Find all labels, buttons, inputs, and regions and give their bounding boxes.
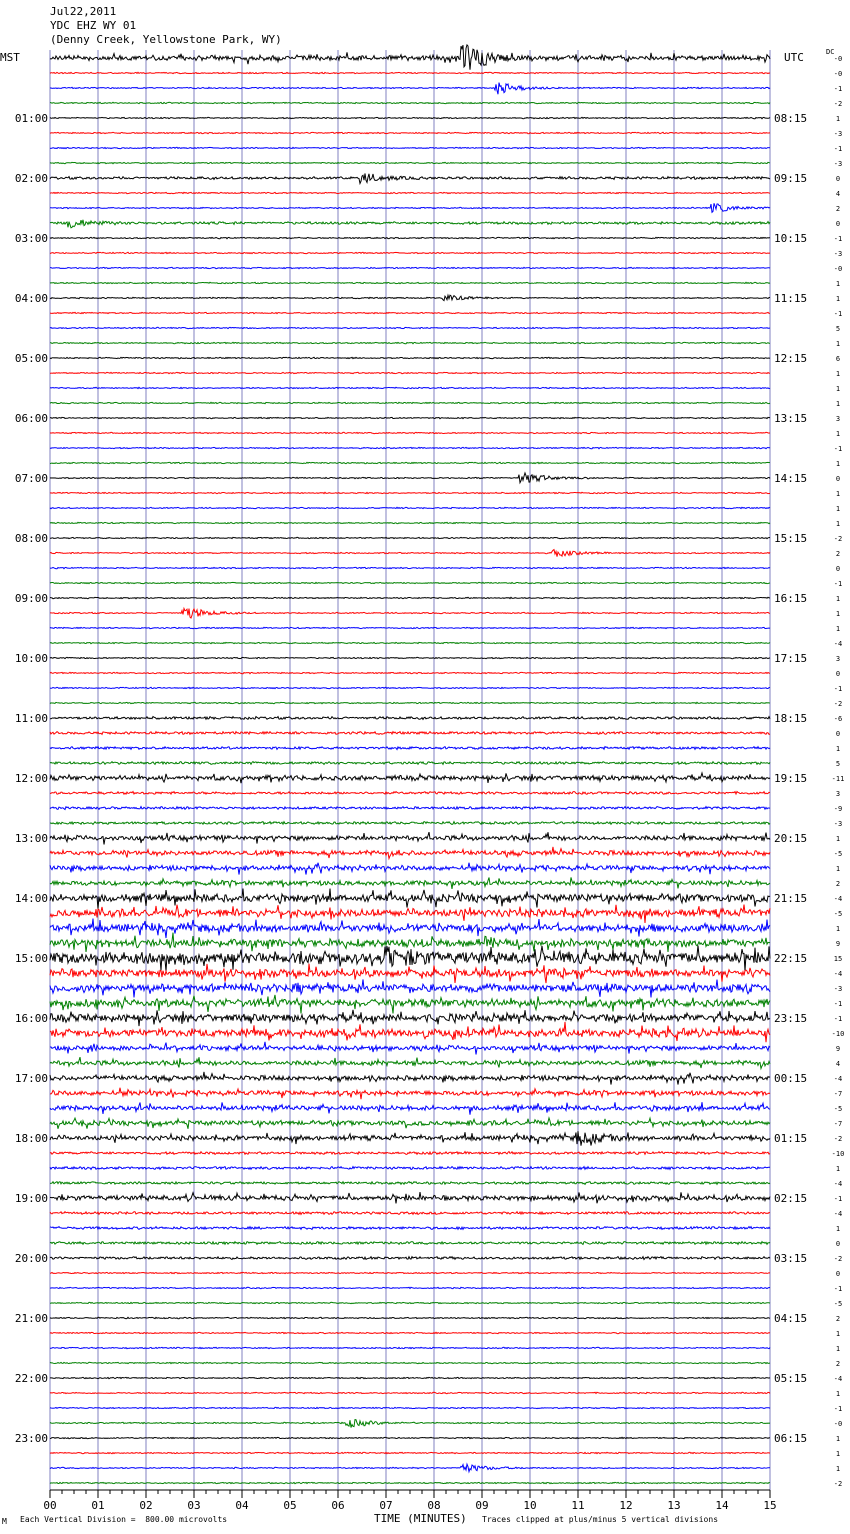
- trace-line: [50, 1102, 770, 1115]
- mst-hour-label: 16:00: [14, 1012, 48, 1025]
- dc-offset-label: 0: [835, 475, 841, 483]
- dc-offset-label: 2: [835, 1315, 841, 1323]
- trace-line: [50, 773, 770, 783]
- dc-offset-label: 1: [835, 460, 841, 468]
- trace-line: [50, 822, 770, 825]
- dc-offset-label: 3: [835, 655, 841, 663]
- dc-offset-label: 1: [835, 1435, 841, 1443]
- trace-line: [50, 717, 770, 720]
- chart-location: (Denny Creek, Yellowstone Park, WY): [50, 33, 282, 46]
- trace-line: [50, 447, 770, 448]
- x-tick-label: 03: [187, 1499, 201, 1512]
- dc-offset-label: -0: [833, 265, 843, 273]
- utc-hour-label: 09:15: [774, 172, 808, 185]
- utc-hour-label: 20:15: [774, 832, 808, 845]
- dc-offset-label: 1: [835, 400, 841, 408]
- dc-offset-label: -2: [833, 700, 843, 708]
- mst-hour-label: 02:00: [14, 172, 48, 185]
- dc-offset-label: -4: [833, 970, 843, 978]
- mst-hour-label: 18:00: [14, 1132, 48, 1145]
- dc-offset-label: -4: [833, 1075, 843, 1083]
- trace-line: [50, 147, 770, 148]
- dc-offset-label: 1: [835, 385, 841, 393]
- dc-offset-label: -4: [833, 1210, 843, 1218]
- dc-offset-label: 3: [835, 415, 841, 423]
- dc-offset-label: 1: [835, 1330, 841, 1338]
- mst-hour-label: 14:00: [14, 892, 48, 905]
- dc-offset-label: -1: [833, 1000, 843, 1008]
- x-tick-label: 01: [91, 1499, 105, 1512]
- dc-offset-label: -7: [833, 1120, 843, 1128]
- dc-offset-label: 2: [835, 880, 841, 888]
- trace-line: [50, 327, 770, 328]
- dc-offset-label: -4: [833, 1375, 843, 1383]
- trace-line: [50, 432, 770, 433]
- dc-offset-label: 5: [835, 760, 841, 768]
- dc-offset-label: 1: [835, 595, 841, 603]
- mst-hour-label: 23:00: [14, 1432, 48, 1445]
- dc-offset-label: 1: [835, 370, 841, 378]
- x-tick-label: 15: [763, 1499, 777, 1512]
- trace-line: [50, 1257, 770, 1260]
- dc-offset-label: -5: [833, 910, 843, 918]
- dc-offset-label: -1: [833, 235, 843, 243]
- dc-offset-label: 1: [835, 1345, 841, 1353]
- trace-line: [50, 220, 770, 228]
- dc-offset-label: 1: [835, 1165, 841, 1173]
- dc-offset-label: 0: [835, 1240, 841, 1248]
- trace-line: [50, 933, 770, 952]
- dc-offset-label: -1: [833, 1195, 843, 1203]
- trace-line: [50, 462, 770, 463]
- dc-offset-label: -6: [833, 715, 843, 723]
- trace-line: [50, 919, 770, 938]
- mst-hour-label: 12:00: [14, 772, 48, 785]
- dc-offset-label: 0: [835, 730, 841, 738]
- trace-line: [50, 1227, 770, 1230]
- trace-line: [50, 1152, 770, 1155]
- trace-line: [50, 102, 770, 103]
- trace-line: [50, 567, 770, 568]
- dc-offset-label: 1: [835, 280, 841, 288]
- trace-line: [50, 1317, 770, 1318]
- trace-line: [50, 72, 770, 73]
- trace-line: [50, 657, 770, 658]
- utc-hour-label: 02:15: [774, 1192, 808, 1205]
- trace-line: [50, 582, 770, 583]
- trace-line: [50, 863, 770, 875]
- trace-line: [50, 747, 770, 750]
- dc-offset-label: -3: [833, 130, 843, 138]
- mst-hour-label: 08:00: [14, 532, 48, 545]
- mst-axis-label: MST: [0, 51, 20, 64]
- dc-offset-label: -0: [833, 1420, 843, 1428]
- mst-hour-label: 06:00: [14, 412, 48, 425]
- x-tick-label: 13: [667, 1499, 681, 1512]
- trace-line: [50, 672, 770, 673]
- x-tick-label: 02: [139, 1499, 153, 1512]
- trace-line: [50, 83, 770, 95]
- x-tick-label: 08: [427, 1499, 441, 1512]
- dc-offset-label: -1: [833, 685, 843, 693]
- dc-offset-label: 1: [835, 295, 841, 303]
- mst-hour-label: 19:00: [14, 1192, 48, 1205]
- trace-line: [50, 162, 770, 163]
- trace-line: [50, 702, 770, 703]
- dc-offset-label: -3: [833, 250, 843, 258]
- dc-offset-label: -1: [833, 1285, 843, 1293]
- dc-offset-label: 1: [835, 625, 841, 633]
- trace-line: [50, 492, 770, 493]
- trace-line: [50, 877, 770, 889]
- utc-hour-label: 14:15: [774, 472, 808, 485]
- mst-hour-label: 03:00: [14, 232, 48, 245]
- trace-line: [50, 203, 770, 212]
- dc-offset-label: -2: [833, 1480, 843, 1488]
- dc-offset-label: -3: [833, 985, 843, 993]
- dc-offset-label: 4: [835, 190, 841, 198]
- trace-line: [50, 687, 770, 688]
- trace-line: [50, 807, 770, 810]
- trace-line: [50, 609, 770, 619]
- utc-hour-label: 05:15: [774, 1372, 808, 1385]
- trace-line: [50, 312, 770, 313]
- trace-line: [50, 597, 770, 598]
- utc-hour-label: 15:15: [774, 532, 808, 545]
- trace-line: [50, 282, 770, 283]
- logo-mark: M: [2, 1517, 7, 1526]
- x-tick-label: 04: [235, 1499, 249, 1512]
- dc-offset-label: -10: [831, 1150, 845, 1158]
- dc-offset-label: 1: [835, 505, 841, 513]
- dc-offset-label: 9: [835, 940, 841, 948]
- dc-offset-label: 4: [835, 1060, 841, 1068]
- trace-line: [50, 1482, 770, 1483]
- trace-line: [50, 889, 770, 909]
- mst-hour-label: 20:00: [14, 1252, 48, 1265]
- trace-line: [50, 1362, 770, 1363]
- trace-line: [50, 1407, 770, 1408]
- utc-hour-label: 11:15: [774, 292, 808, 305]
- dc-offset-label: 1: [835, 610, 841, 618]
- dc-offset-label: -2: [833, 1135, 843, 1143]
- dc-offset-label: 0: [835, 670, 841, 678]
- dc-offset-label: -4: [833, 1180, 843, 1188]
- trace-line: [50, 192, 770, 193]
- dc-offset-label: -1: [833, 445, 843, 453]
- trace-line: [50, 1347, 770, 1348]
- utc-hour-label: 16:15: [774, 592, 808, 605]
- mst-hour-label: 01:00: [14, 112, 48, 125]
- trace-line: [50, 1182, 770, 1185]
- utc-hour-label: 13:15: [774, 412, 808, 425]
- dc-offset-label: -10: [831, 1030, 845, 1038]
- x-tick-label: 06: [331, 1499, 345, 1512]
- utc-hour-label: 17:15: [774, 652, 808, 665]
- utc-hour-label: 01:15: [774, 1132, 808, 1145]
- dc-offset-label: -1: [833, 1015, 843, 1023]
- utc-hour-label: 21:15: [774, 892, 808, 905]
- mst-hour-label: 22:00: [14, 1372, 48, 1385]
- dc-offset-label: -2: [833, 535, 843, 543]
- dc-offset-label: -4: [833, 640, 843, 648]
- trace-line: [50, 627, 770, 628]
- trace-line: [50, 1212, 770, 1215]
- trace-line: [50, 473, 770, 483]
- x-tick-label: 12: [619, 1499, 633, 1512]
- x-tick-label: 07: [379, 1499, 393, 1512]
- trace-line: [50, 1302, 770, 1303]
- trace-line: [50, 642, 770, 643]
- dc-offset-label: -2: [833, 1255, 843, 1263]
- dc-offset-label: 1: [835, 925, 841, 933]
- trace-line: [50, 946, 770, 972]
- trace-line: [50, 267, 770, 268]
- trace-line: [50, 237, 770, 238]
- clip-note: Traces clipped at plus/minus 5 vertical divisions: [482, 1515, 719, 1524]
- trace-line: [50, 964, 770, 983]
- scale-note: Each Vertical Division = 800.00 microvolts: [20, 1515, 228, 1524]
- trace-line: [50, 342, 770, 343]
- dc-label: DC: [826, 48, 835, 56]
- dc-offset-label: -5: [833, 1105, 843, 1113]
- trace-line: [50, 1377, 770, 1378]
- dc-offset-label: 1: [835, 1225, 841, 1233]
- trace-line: [50, 1131, 770, 1146]
- dc-offset-label: -0: [833, 55, 843, 63]
- trace-line: [50, 979, 770, 997]
- dc-offset-label: 1: [835, 1450, 841, 1458]
- dc-offset-label: 2: [835, 1360, 841, 1368]
- trace-line: [50, 905, 770, 923]
- trace-line: [50, 792, 770, 795]
- dc-offset-label: 0: [835, 565, 841, 573]
- chart-date: Jul22,2011: [50, 5, 117, 18]
- dc-offset-label: 5: [835, 325, 841, 333]
- mst-hour-label: 17:00: [14, 1072, 48, 1085]
- dc-offset-label: 1: [835, 115, 841, 123]
- x-tick-label: 05: [283, 1499, 297, 1512]
- dc-offset-label: -1: [833, 85, 843, 93]
- dc-offset-label: 1: [835, 1465, 841, 1473]
- trace-line: [50, 1057, 770, 1068]
- utc-hour-label: 10:15: [774, 232, 808, 245]
- trace-line: [50, 522, 770, 523]
- trace-line: [50, 402, 770, 403]
- trace-line: [50, 295, 770, 300]
- dc-offset-label: 1: [835, 340, 841, 348]
- dc-offset-label: 9: [835, 1045, 841, 1053]
- trace-line: [50, 1010, 770, 1026]
- trace-line: [50, 357, 770, 358]
- dc-offset-label: 2: [835, 550, 841, 558]
- utc-hour-label: 19:15: [774, 772, 808, 785]
- mst-hour-label: 11:00: [14, 712, 48, 725]
- dc-offset-label: -5: [833, 850, 843, 858]
- dc-offset-label: -11: [831, 775, 845, 783]
- dc-offset-label: 0: [835, 220, 841, 228]
- trace-line: [50, 1088, 770, 1100]
- dc-offset-label: -9: [833, 805, 843, 813]
- trace-line: [50, 732, 770, 735]
- dc-offset-label: 0: [835, 1270, 841, 1278]
- x-axis-title: TIME (MINUTES): [374, 1512, 467, 1525]
- trace-line: [50, 387, 770, 388]
- trace-line: [50, 372, 770, 373]
- utc-hour-label: 04:15: [774, 1312, 808, 1325]
- dc-offset-label: -1: [833, 145, 843, 153]
- trace-line: [50, 1272, 770, 1273]
- dc-offset-label: 1: [835, 745, 841, 753]
- dc-offset-label: 6: [835, 355, 841, 363]
- utc-hour-label: 08:15: [774, 112, 808, 125]
- trace-line: [50, 117, 770, 118]
- trace-line: [50, 1464, 770, 1472]
- mst-hour-label: 10:00: [14, 652, 48, 665]
- mst-hour-label: 13:00: [14, 832, 48, 845]
- trace-line: [50, 995, 770, 1014]
- dc-offset-label: 1: [835, 430, 841, 438]
- trace-line: [50, 1452, 770, 1453]
- utc-hour-label: 12:15: [774, 352, 808, 365]
- dc-offset-label: -1: [833, 1405, 843, 1413]
- trace-line: [50, 1287, 770, 1288]
- chart-station: YDC EHZ WY 01: [50, 19, 137, 32]
- utc-hour-label: 06:15: [774, 1432, 808, 1445]
- dc-offset-label: 3: [835, 790, 841, 798]
- trace-line: [50, 1118, 770, 1129]
- trace-line: [50, 762, 770, 765]
- x-tick-label: 11: [571, 1499, 585, 1512]
- dc-offset-label: 0: [835, 175, 841, 183]
- utc-hour-label: 22:15: [774, 952, 808, 965]
- trace-line: [50, 1392, 770, 1393]
- dc-offset-label: 1: [835, 490, 841, 498]
- trace-line: [50, 1420, 770, 1428]
- mst-hour-label: 15:00: [14, 952, 48, 965]
- trace-line: [50, 1332, 770, 1333]
- dc-offset-label: 15: [833, 955, 843, 963]
- x-tick-label: 09: [475, 1499, 489, 1512]
- utc-hour-label: 03:15: [774, 1252, 808, 1265]
- mst-hour-label: 04:00: [14, 292, 48, 305]
- x-tick-label: 10: [523, 1499, 537, 1512]
- dc-offset-label: 1: [835, 865, 841, 873]
- trace-line: [50, 1072, 770, 1085]
- dc-offset-label: -2: [833, 100, 843, 108]
- trace-line: [50, 1167, 770, 1170]
- dc-offset-label: -3: [833, 160, 843, 168]
- trace-line: [50, 832, 770, 844]
- dc-offset-label: -1: [833, 580, 843, 588]
- dc-offset-label: 1: [835, 520, 841, 528]
- dc-offset-label: -3: [833, 820, 843, 828]
- mst-hour-label: 07:00: [14, 472, 48, 485]
- trace-line: [50, 132, 770, 133]
- dc-offset-label: -5: [833, 1300, 843, 1308]
- utc-hour-label: 23:15: [774, 1012, 808, 1025]
- x-tick-label: 14: [715, 1499, 729, 1512]
- trace-line: [50, 252, 770, 253]
- trace-line: [50, 45, 770, 70]
- dc-offset-label: 1: [835, 835, 841, 843]
- trace-line: [50, 417, 770, 418]
- trace-line: [50, 1192, 770, 1203]
- trace-line: [50, 1242, 770, 1245]
- utc-hour-label: 18:15: [774, 712, 808, 725]
- trace-line: [50, 537, 770, 538]
- dc-offset-label: -7: [833, 1090, 843, 1098]
- mst-hour-label: 21:00: [14, 1312, 48, 1325]
- trace-line: [50, 1022, 770, 1042]
- mst-hour-label: 09:00: [14, 592, 48, 605]
- trace-line: [50, 507, 770, 508]
- trace-line: [50, 550, 770, 557]
- dc-offset-label: 1: [835, 1390, 841, 1398]
- dc-offset-label: -1: [833, 310, 843, 318]
- utc-axis-label: UTC: [784, 51, 804, 64]
- dc-offset-label: 2: [835, 205, 841, 213]
- dc-offset-label: -4: [833, 895, 843, 903]
- trace-line: [50, 173, 770, 183]
- trace-line: [50, 1437, 770, 1438]
- trace-line: [50, 1042, 770, 1055]
- mst-hour-label: 05:00: [14, 352, 48, 365]
- utc-hour-label: 00:15: [774, 1072, 808, 1085]
- dc-offset-label: -0: [833, 70, 843, 78]
- trace-line: [50, 847, 770, 859]
- x-tick-label: 00: [43, 1499, 57, 1512]
